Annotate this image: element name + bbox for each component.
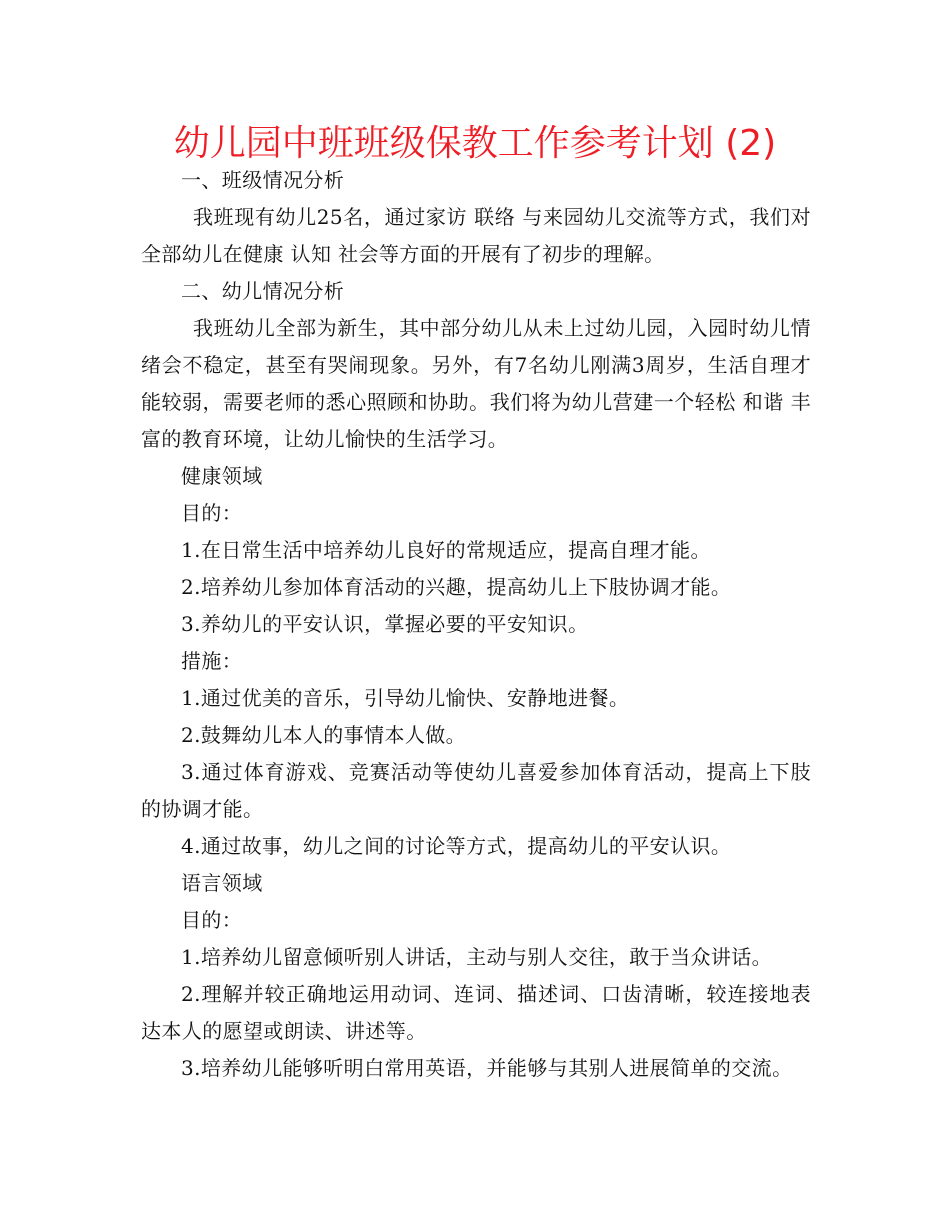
label-language-goals: 目的：: [181, 908, 243, 932]
label-health-measures: 措施：: [181, 649, 243, 673]
health-measure-item: 3.通过体育游戏、竞赛活动等使幼儿喜爱参加体育活动，提高上下肢的协调才能。: [141, 760, 811, 821]
heading-health-domain: 健康领域: [181, 464, 263, 488]
heading-child-analysis: 二、幼儿情况分析: [181, 279, 345, 303]
language-goal-item: 2.理解并较正确地运用动词、连词、描述词、口齿清晰，较连接地表达本人的愿望或朗读、讲述等。: [141, 982, 811, 1043]
language-goal-item: 1.培养幼儿留意倾听别人讲话，主动与别人交往，敢于当众讲话。: [181, 945, 773, 969]
document-body: [141, 162, 811, 1087]
health-measure-item: 2.鼓舞幼儿本人的事情本人做。: [181, 723, 467, 747]
paragraph-class-analysis: 我班现有幼儿25名，通过家访 联络 与来园幼儿交流等方式，我们对全部幼儿在健康 认知 社会等方面的开展有了初步的理解。: [141, 205, 811, 266]
heading-class-analysis: 一、班级情况分析: [181, 168, 345, 192]
health-measure-item: 1.通过优美的音乐，引导幼儿愉快、安静地进餐。: [181, 686, 630, 710]
health-goal-item: 3.养幼儿的平安认识，掌握必要的平安知识。: [181, 612, 589, 636]
language-goal-item: 3.培养幼儿能够听明白常用英语，并能够与其别人进展简单的交流。: [181, 1056, 793, 1080]
heading-language-domain: 语言领域: [181, 871, 263, 895]
paragraph-child-analysis: 我班幼儿全部为新生，其中部分幼儿从未上过幼儿园，入园时幼儿情绪会不稳定，甚至有哭闹现象。另外，有7名幼儿刚满3周岁，生活自理才能较弱，需要老师的悉心照顾和协助。我们将为幼儿营建一个轻松 和谐 丰富的教育环境，让幼儿愉快的生活学习。: [141, 316, 811, 451]
health-goal-item: 1.在日常生活中培养幼儿良好的常规适应，提高自理才能。: [181, 538, 711, 562]
document-title: 幼儿园中班班级保教工作参考计划 (2): [173, 123, 777, 164]
health-measure-item: 4.通过故事，幼儿之间的讨论等方式，提高幼儿的平安认识。: [181, 834, 732, 858]
label-health-goals: 目的：: [181, 501, 243, 525]
health-goal-item: 2.培养幼儿参加体育活动的兴趣，提高幼儿上下肢协调才能。: [181, 575, 732, 599]
